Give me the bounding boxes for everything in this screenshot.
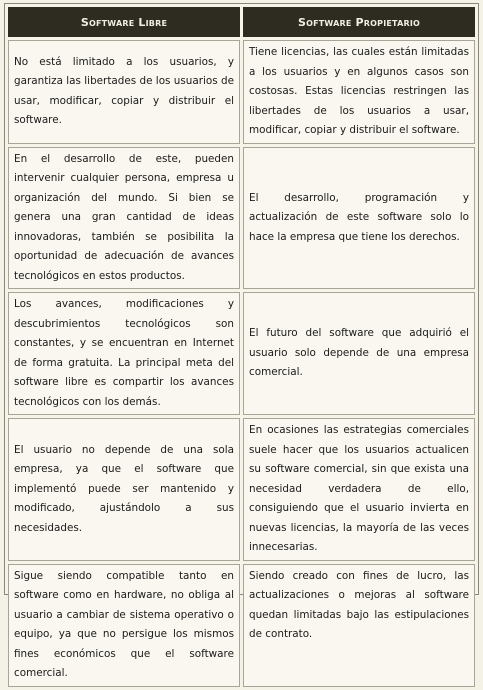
cell-propietario: En ocasiones las estrategias comerciales suele hacer que los usuarios actualicen su software comercial, sin que exista una necesidad verdadera de ello, consiguiendo que el usuario invierta en nuevas licencias, la mayoría de las veces innecesarias.: [243, 418, 475, 561]
header-software-libre: Software Libre: [8, 7, 240, 37]
cell-propietario: Tiene licencias, las cuales están limitadas a los usuarios y en algunos casos son costosas. Estas licencias restringen las libertades de los usuarios a usar, modificar, copiar y distribuir el software.: [243, 40, 475, 144]
table-header-row: [8, 7, 475, 37]
cell-libre: En el desarrollo de este, pueden intervenir cualquier persona, empresa u organización del mundo. Si bien se genera una gran cantidad de ideas innovadoras, también se posibilita la oportunidad de adecuación de avances tecnológicos en estos productos.: [8, 147, 240, 290]
header-software-propietario: Software Propietario: [243, 7, 475, 37]
comparison-table: [5, 4, 478, 690]
table-row: [8, 564, 475, 687]
comparison-table-container: [4, 3, 479, 679]
cell-propietario: Siendo creado con fines de lucro, las actualizaciones o mejoras al software quedan limitadas bajo las estipulaciones de contrato.: [243, 564, 475, 687]
cell-libre: Los avances, modificaciones y descubrimientos tecnológicos son constantes, y se encuentran en Internet de forma gratuita. La principal meta del software libre es compartir los avances tecnológicos con los demás.: [8, 292, 240, 415]
table-row: [8, 292, 475, 415]
cell-libre: No está limitado a los usuarios, y garantiza las libertades de los usuarios de usar, modificar, copiar y distribuir el software.: [8, 40, 240, 144]
cell-propietario: El desarrollo, programación y actualización de este software solo lo hace la empresa que tiene los derechos.: [243, 147, 475, 290]
cell-propietario: El futuro del software que adquirió el usuario solo depende de una empresa comercial.: [243, 292, 475, 415]
table-row: [8, 40, 475, 144]
cell-libre: Sigue siendo compatible tanto en software como en hardware, no obliga al usuario a cambiar de sistema operativo o equipo, ya que no persigue los mismos fines económicos que el software comercial.: [8, 564, 240, 687]
table-row: [8, 147, 475, 290]
cell-libre: El usuario no depende de una sola empresa, ya que el software que implementó puede ser mantenido y modificado, ajustándolo a sus necesidades.: [8, 418, 240, 561]
table-row: [8, 418, 475, 561]
